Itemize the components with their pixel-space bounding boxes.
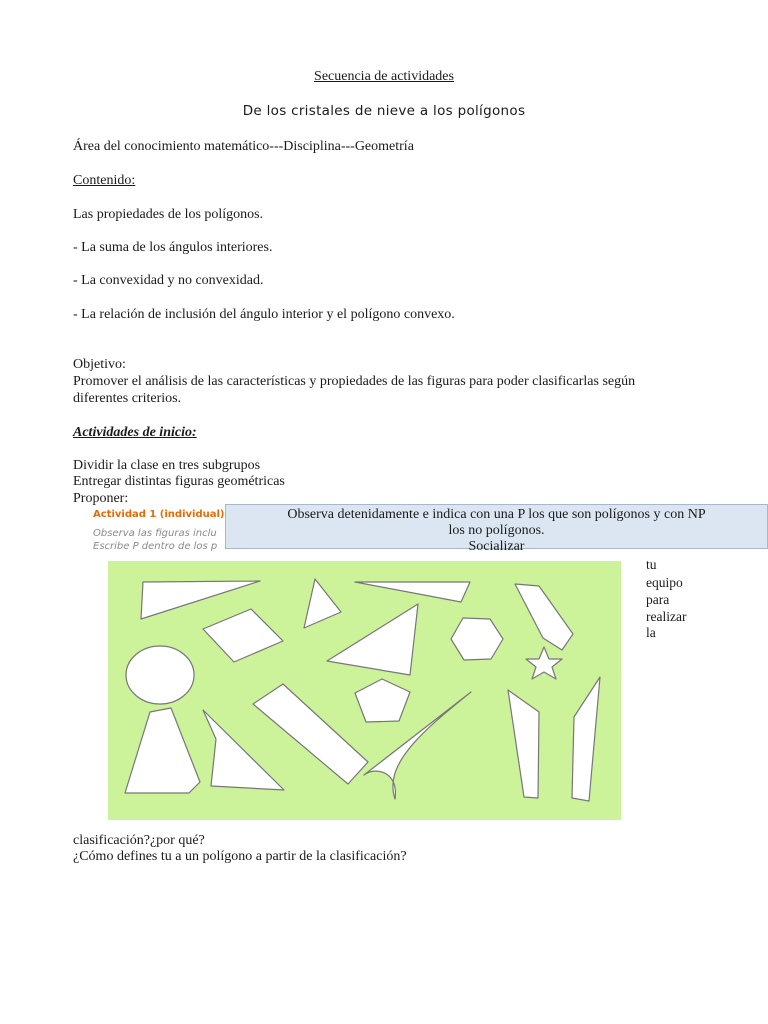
- contenido-line: - La convexidad y no convexidad.: [73, 273, 264, 288]
- side-word: tu: [646, 557, 657, 572]
- shapes-illustration: [108, 561, 621, 820]
- inicio-line: Dividir la clase en tres subgrupos: [73, 458, 261, 473]
- contenido-line: - La relación de inclusión del ángulo interior y el polígono convexo.: [73, 307, 455, 322]
- instruction-callout: [225, 504, 768, 554]
- inicio-label: Actividades de inicio:: [73, 425, 197, 440]
- shape-quadrilateral: [515, 584, 573, 650]
- document-title: Secuencia de actividades: [314, 69, 454, 84]
- activity-title: Actividad 1 (individual): [93, 509, 225, 520]
- shape-parallelogram: [508, 690, 539, 798]
- activity-instruction: Observa las figuras inclu: [93, 528, 217, 539]
- inicio-line: Proponer:: [73, 491, 129, 506]
- callout-line: Socializar: [468, 539, 525, 554]
- bottom-line: clasificación?¿por qué?: [73, 833, 205, 848]
- side-word: equipo: [646, 575, 683, 590]
- shape-rhombus: [203, 609, 283, 662]
- shape-pentagon: [355, 679, 410, 722]
- shape-parallelogram: [253, 684, 368, 784]
- shape-hexagon: [451, 618, 503, 660]
- activity-snippet: [93, 504, 228, 554]
- callout-line: los no polígonos.: [448, 523, 545, 538]
- objetivo-line: diferentes criterios.: [73, 391, 182, 406]
- side-word: realizar: [646, 609, 687, 624]
- callout-line: Observa detenidamente e indica con una P los que son polígonos y con NP: [287, 507, 706, 522]
- objetivo-label: Objetivo:: [73, 357, 126, 372]
- contenido-label: Contenido:: [73, 173, 136, 188]
- shape-star: [526, 647, 562, 679]
- shape-parallelogram: [572, 677, 600, 801]
- side-word: la: [646, 625, 656, 640]
- contenido-line: Las propiedades de los polígonos.: [73, 207, 264, 222]
- shape-quadrilateral: [125, 708, 200, 793]
- shapes-panel: [108, 561, 621, 820]
- bottom-line: ¿Cómo defines tu a un polígono a partir de la clasificación?: [73, 849, 407, 864]
- area-line: Área del conocimiento matemático---Disciplina---Geometría: [73, 139, 414, 154]
- shape-circle: [126, 646, 194, 704]
- side-word: para: [646, 592, 670, 607]
- shape-quadrilateral: [203, 710, 284, 790]
- shape-triangle: [304, 579, 341, 628]
- shape-triangle: [327, 604, 418, 675]
- document-subtitle: De los cristales de nieve a los polígonos: [242, 103, 526, 119]
- objetivo-line: Promover el análisis de las características y propiedades de las figuras para poder clasificarlas según: [73, 374, 636, 389]
- shape-triangle: [355, 582, 470, 602]
- contenido-line: - La suma de los ángulos interiores.: [73, 240, 273, 255]
- inicio-line: Entregar distintas figuras geométricas: [73, 474, 285, 489]
- activity-instruction: Escribe P dentro de los p: [93, 541, 218, 552]
